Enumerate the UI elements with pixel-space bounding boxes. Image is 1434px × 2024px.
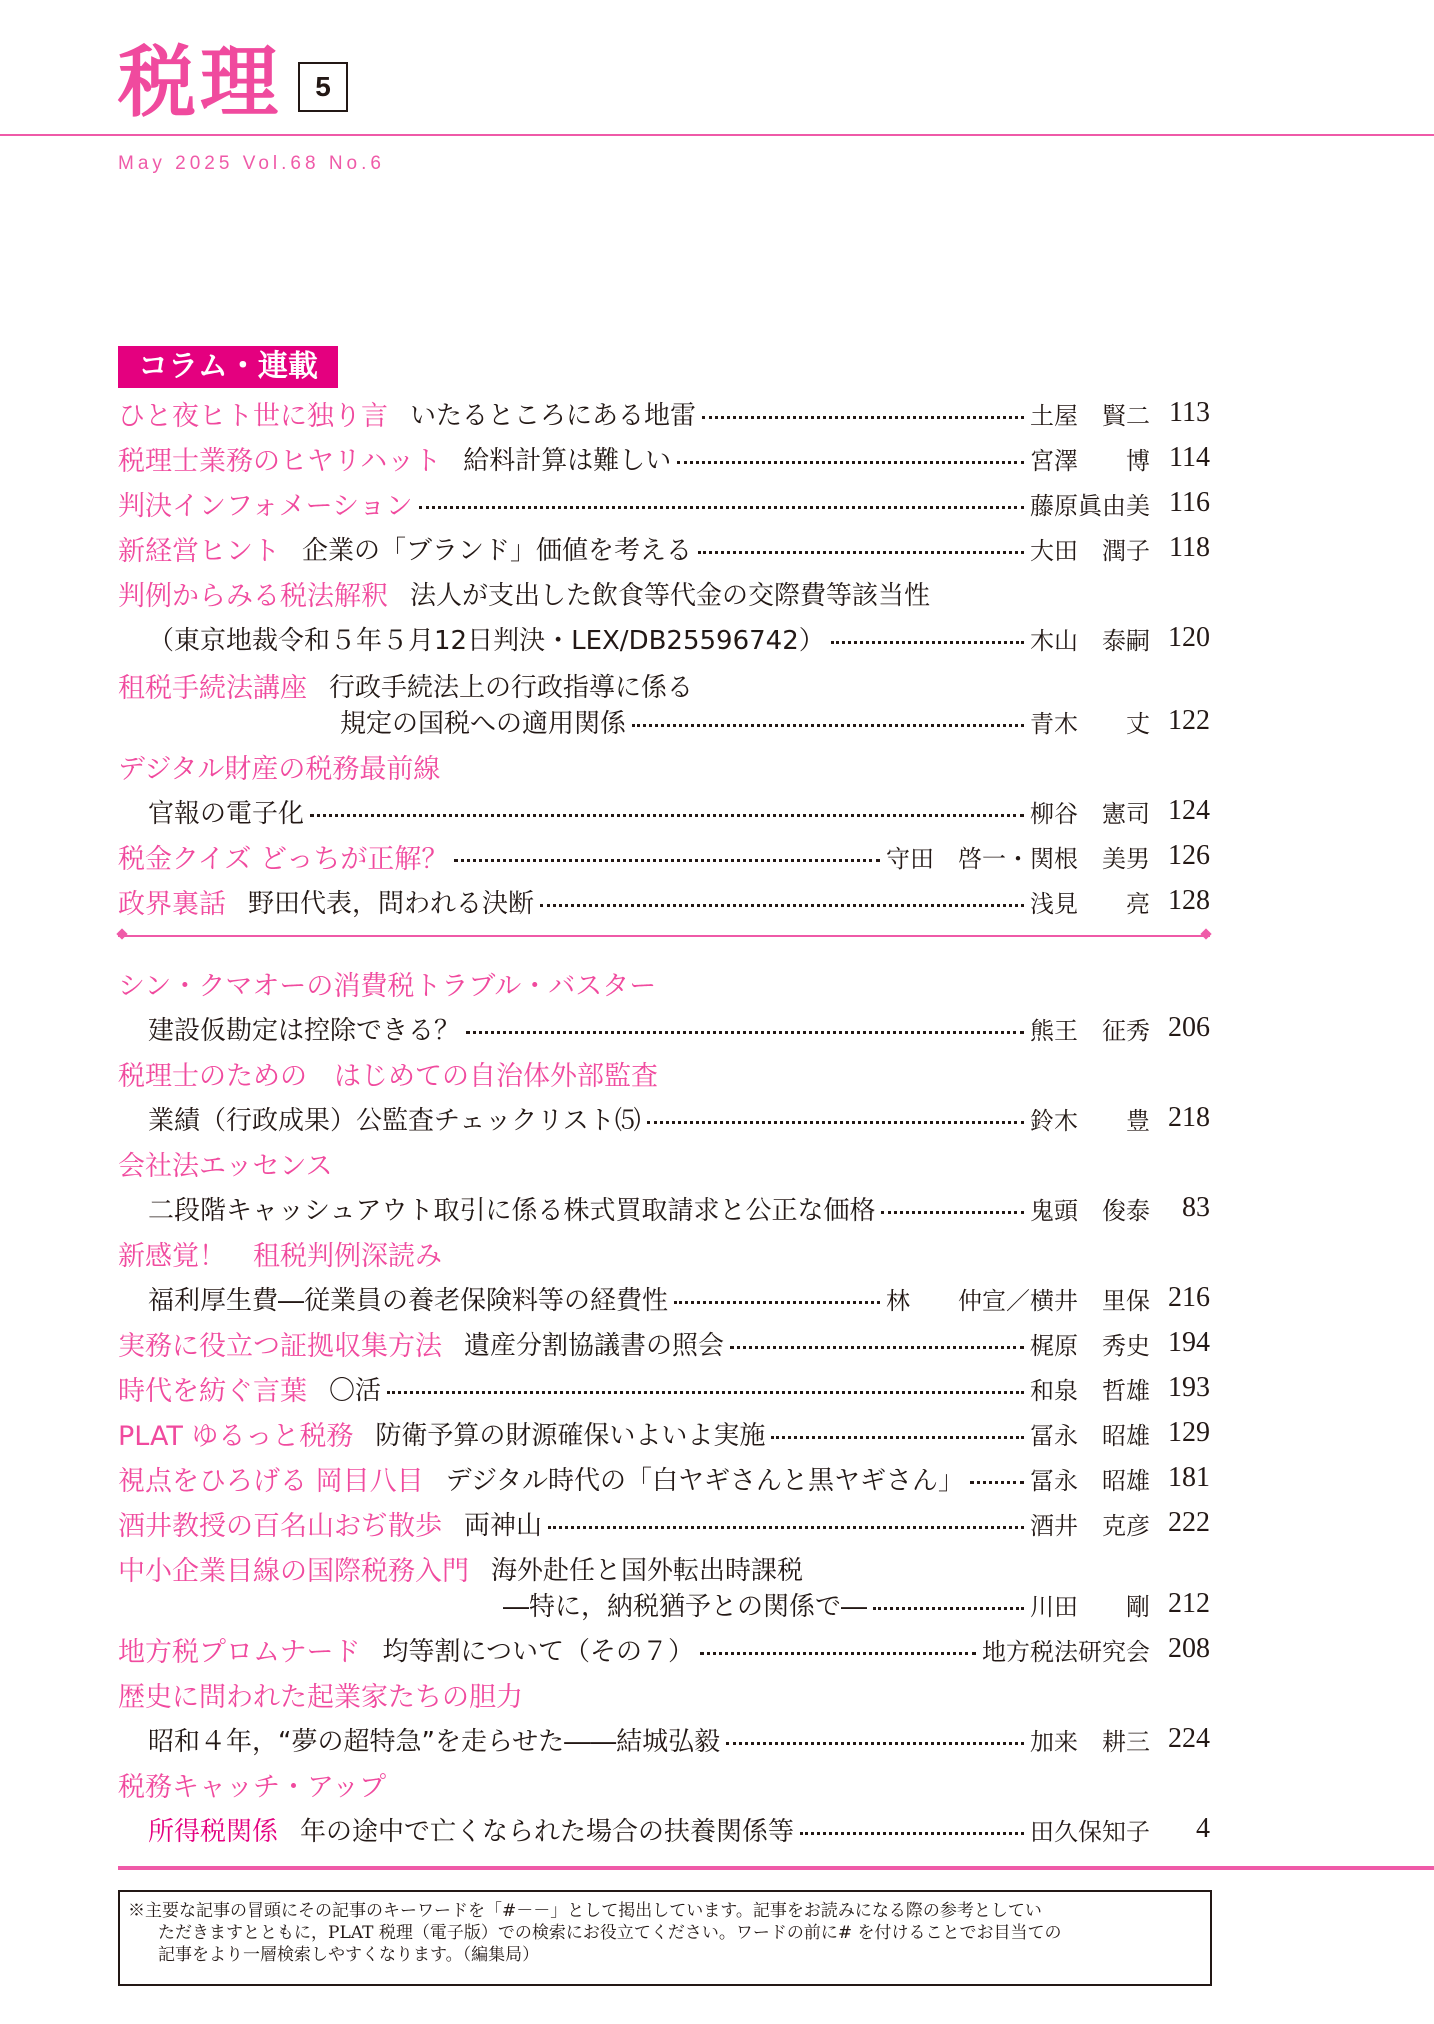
page-number: 224 bbox=[1168, 1723, 1210, 1754]
series-name: 税務キャッチ・アップ bbox=[118, 1771, 387, 1803]
page-number: 126 bbox=[1168, 840, 1210, 871]
leader-dots bbox=[419, 506, 1024, 509]
article-title: 官報の電子化 bbox=[148, 798, 305, 829]
toc-entry[interactable] bbox=[118, 835, 1210, 877]
divider-diamond-right bbox=[1200, 928, 1211, 939]
page-number: 216 bbox=[1168, 1282, 1210, 1313]
author-name: 熊王 征秀 bbox=[1030, 1016, 1150, 1045]
leader-dots bbox=[632, 724, 1024, 727]
series-name: シン・クマオーの消費税トラブル・バスター bbox=[118, 970, 657, 1002]
leader-dots bbox=[726, 1742, 1024, 1745]
author-name: 川田 剛 bbox=[1030, 1592, 1150, 1621]
series-name: 視点をひろげる 岡目八目 bbox=[118, 1465, 424, 1497]
article-title: 〇活 bbox=[329, 1375, 382, 1406]
series-name: 会社法エッセンス bbox=[118, 1150, 333, 1182]
toc-entry[interactable] bbox=[118, 1763, 1210, 1805]
leader-dots bbox=[674, 1301, 880, 1304]
series-name: 酒井教授の百名山おぢ散歩 bbox=[118, 1510, 442, 1542]
leader-dots bbox=[677, 461, 1024, 464]
author-name: 地方税法研究会 bbox=[982, 1637, 1150, 1666]
toc-entry-continuation[interactable] bbox=[118, 790, 1210, 832]
toc-entry[interactable] bbox=[118, 1232, 1210, 1274]
toc-entry-continuation[interactable] bbox=[118, 1187, 1210, 1229]
toc-entry[interactable] bbox=[118, 1367, 1210, 1409]
issue-info: May 2025 Vol.68 No.6 bbox=[118, 153, 385, 174]
article-title: 野田代表，問われる決断 bbox=[248, 888, 535, 919]
series-name: 時代を紡ぐ言葉 bbox=[118, 1375, 307, 1407]
leader-dots bbox=[310, 814, 1024, 817]
series-name: 税理士のための はじめての自治体外部監査 bbox=[118, 1060, 658, 1092]
article-title: 防衛予算の財源確保いよいよ実施 bbox=[375, 1420, 766, 1451]
leader-dots bbox=[800, 1832, 1024, 1835]
article-title: 両神山 bbox=[464, 1510, 543, 1541]
author-name: 加来 耕三 bbox=[1030, 1727, 1150, 1756]
page-number: 222 bbox=[1168, 1507, 1210, 1538]
editorial-note bbox=[118, 1890, 1212, 1986]
author-name: 鈴木 豊 bbox=[1030, 1106, 1150, 1135]
article-title: 建設仮勘定は控除できる？ bbox=[148, 1015, 461, 1046]
series-name: 判決インフォメーション bbox=[118, 490, 413, 522]
series-name: 地方税プロムナード bbox=[118, 1636, 361, 1668]
page-number: 194 bbox=[1168, 1327, 1210, 1358]
author-name: 宮澤 博 bbox=[1030, 446, 1150, 475]
author-name: 田久保知子 bbox=[1030, 1817, 1150, 1846]
author-name: 梶原 秀史 bbox=[1030, 1331, 1150, 1360]
leader-dots bbox=[387, 1391, 1024, 1394]
page-number: 128 bbox=[1168, 885, 1210, 916]
author-name: 冨永 昭雄 bbox=[1030, 1466, 1150, 1495]
article-title: 企業の「ブランド」価値を考える bbox=[302, 535, 693, 566]
toc-entry[interactable] bbox=[118, 745, 1210, 787]
footer-rule bbox=[118, 1866, 1434, 1870]
toc-entry-continuation[interactable] bbox=[118, 700, 1210, 742]
note-line: 記事をより一層検索しやすくなります。（編集局） bbox=[158, 1945, 540, 1965]
toc-entry[interactable] bbox=[118, 1412, 1210, 1454]
article-title: いたるところにある地雷 bbox=[410, 400, 697, 431]
toc-entry-continuation[interactable] bbox=[118, 1097, 1210, 1139]
article-title: 法人が支出した飲食等代金の交際費等該当性 bbox=[410, 580, 931, 611]
leader-dots bbox=[831, 641, 1024, 644]
series-name: 租税手続法講座 bbox=[118, 672, 307, 704]
month-number-box: 5 bbox=[298, 62, 348, 112]
page-number: 124 bbox=[1168, 795, 1210, 826]
article-title: 昭和４年，“夢の超特急”を走らせた――結城弘毅 bbox=[148, 1726, 721, 1757]
section-divider bbox=[118, 935, 1210, 937]
toc-entry[interactable] bbox=[118, 572, 1210, 614]
toc-entry[interactable] bbox=[118, 1502, 1210, 1544]
page-number: 193 bbox=[1168, 1372, 1210, 1403]
toc-entry[interactable] bbox=[118, 1457, 1210, 1499]
toc-entry[interactable] bbox=[118, 482, 1210, 524]
author-name: 藤原眞由美 bbox=[1030, 491, 1150, 520]
page-number: 120 bbox=[1168, 622, 1210, 653]
author-name: 青木 丈 bbox=[1030, 709, 1150, 738]
note-line: ただきますとともに，PLAT 税理（電子版）での検索にお役立てください。ワードの前に# を付けることでお目当ての bbox=[158, 1923, 1062, 1943]
toc-entry-continuation[interactable] bbox=[118, 1808, 1210, 1850]
article-title: 均等割について（その７） bbox=[382, 1636, 694, 1667]
author-name: 大田 潤子 bbox=[1030, 536, 1150, 565]
series-name: 実務に役立つ証拠収集方法 bbox=[118, 1330, 442, 1362]
sub-category: 所得税関係 bbox=[148, 1816, 279, 1847]
magazine-title: 税理 bbox=[118, 38, 283, 128]
article-title: 年の途中で亡くなられた場合の扶養関係等 bbox=[300, 1816, 795, 1847]
article-title: 二段階キャッシュアウト取引に係る株式買取請求と公正な価格 bbox=[148, 1195, 876, 1226]
author-name: 木山 泰嗣 bbox=[1030, 626, 1150, 655]
author-name: 土屋 賢二 bbox=[1030, 401, 1150, 430]
page-number: 208 bbox=[1168, 1633, 1210, 1664]
toc-entry-continuation[interactable] bbox=[118, 1277, 1210, 1319]
author-name: 林 仲宣／横井 里保 bbox=[886, 1286, 1150, 1315]
leader-dots bbox=[454, 859, 880, 862]
article-title: 海外赴任と国外転出時課税 bbox=[491, 1555, 804, 1586]
author-name: 冨永 昭雄 bbox=[1030, 1421, 1150, 1450]
page-number: 181 bbox=[1168, 1462, 1210, 1493]
toc-entry[interactable] bbox=[118, 527, 1210, 569]
series-name: 判例からみる税法解釈 bbox=[118, 580, 388, 612]
article-subtitle: ―特に，納税猶予との関係で― bbox=[503, 1591, 868, 1622]
page-number: 122 bbox=[1168, 705, 1210, 736]
toc-entry-continuation[interactable] bbox=[118, 617, 1210, 659]
header-rule bbox=[0, 134, 1434, 136]
series-name: PLAT ゆるっと税務 bbox=[118, 1420, 354, 1452]
author-name: 酒井 克彦 bbox=[1030, 1511, 1150, 1540]
leader-dots bbox=[873, 1607, 1024, 1610]
page-number: 116 bbox=[1169, 487, 1210, 518]
series-name: ひと夜ヒト世に独り言 bbox=[118, 400, 388, 432]
leader-dots bbox=[466, 1031, 1024, 1034]
leader-dots bbox=[540, 904, 1024, 907]
toc-entry[interactable] bbox=[118, 880, 1210, 922]
series-name: デジタル財産の税務最前線 bbox=[118, 753, 441, 785]
toc-entry-continuation[interactable] bbox=[118, 1583, 1210, 1625]
leader-dots bbox=[548, 1526, 1024, 1529]
leader-dots bbox=[647, 1121, 1024, 1124]
author-name: 柳谷 憲司 bbox=[1030, 799, 1150, 828]
toc-entry[interactable] bbox=[118, 1052, 1210, 1094]
series-name: 政界裏話 bbox=[118, 888, 226, 920]
series-name: 歴史に問われた起業家たちの胆力 bbox=[118, 1681, 523, 1713]
toc-entry[interactable] bbox=[118, 392, 1210, 434]
toc-entry[interactable] bbox=[118, 437, 1210, 479]
toc-entry[interactable] bbox=[118, 1628, 1210, 1670]
series-name: 税理士業務のヒヤリハット bbox=[118, 445, 442, 477]
page-number: 212 bbox=[1168, 1588, 1210, 1619]
author-name: 守田 啓一・関根 美男 bbox=[886, 844, 1150, 873]
series-name: 新感覚！ 租税判例深読み bbox=[118, 1240, 442, 1272]
note-line: ※主要な記事の冒頭にその記事のキーワードを「#－－」として掲出しています。記事をお読みになる際の参考としてい bbox=[128, 1901, 1042, 1921]
page-number: 114 bbox=[1169, 442, 1210, 473]
leader-dots bbox=[698, 551, 1024, 554]
section-label-columns: コラム・連載 bbox=[118, 346, 338, 388]
article-title: 福利厚生費―従業員の養老保険料等の経費性 bbox=[148, 1285, 669, 1316]
divider-diamond-left bbox=[116, 928, 127, 939]
toc-entry[interactable] bbox=[118, 1142, 1210, 1184]
article-title: 業績（行政成果）公監査チェックリスト⑸ bbox=[148, 1105, 641, 1136]
leader-dots bbox=[730, 1346, 1024, 1349]
leader-dots bbox=[881, 1211, 1024, 1214]
page-number: 113 bbox=[1169, 397, 1210, 428]
article-title: 遺産分割協議書の照会 bbox=[464, 1330, 725, 1361]
article-title: デジタル時代の「白ヤギさんと黒ヤギさん」 bbox=[445, 1465, 965, 1496]
article-title: 行政手続法上の行政指導に係る bbox=[329, 672, 694, 703]
page-number: 83 bbox=[1182, 1192, 1210, 1223]
page-number: 118 bbox=[1169, 532, 1210, 563]
toc-entry[interactable] bbox=[118, 962, 1210, 1004]
toc-entry[interactable] bbox=[118, 1673, 1210, 1715]
series-name: 税金クイズ どっちが正解？ bbox=[118, 843, 449, 875]
article-title: 給料計算は難しい bbox=[463, 445, 672, 476]
article-subtitle: （東京地裁令和５年５月12日判決・LEX/DB25596742） bbox=[148, 625, 825, 656]
page-number: 4 bbox=[1196, 1813, 1210, 1844]
author-name: 浅見 亮 bbox=[1030, 889, 1150, 918]
page-number: 206 bbox=[1168, 1012, 1210, 1043]
masthead bbox=[118, 38, 331, 128]
series-name: 新経営ヒント bbox=[118, 535, 280, 567]
author-name: 和泉 哲雄 bbox=[1030, 1376, 1150, 1405]
series-name: 中小企業目線の国際税務入門 bbox=[118, 1555, 469, 1587]
leader-dots bbox=[702, 416, 1024, 419]
leader-dots bbox=[700, 1652, 976, 1655]
article-subtitle: 規定の国税への適用関係 bbox=[340, 708, 627, 739]
leader-dots bbox=[970, 1481, 1024, 1484]
toc-entry[interactable] bbox=[118, 1322, 1210, 1364]
page-number: 129 bbox=[1168, 1417, 1210, 1448]
page-number: 218 bbox=[1168, 1102, 1210, 1133]
toc-entry-continuation[interactable] bbox=[118, 1718, 1210, 1760]
author-name: 鬼頭 俊泰 bbox=[1030, 1196, 1150, 1225]
leader-dots bbox=[771, 1436, 1024, 1439]
toc-entry-continuation[interactable] bbox=[118, 1007, 1210, 1049]
